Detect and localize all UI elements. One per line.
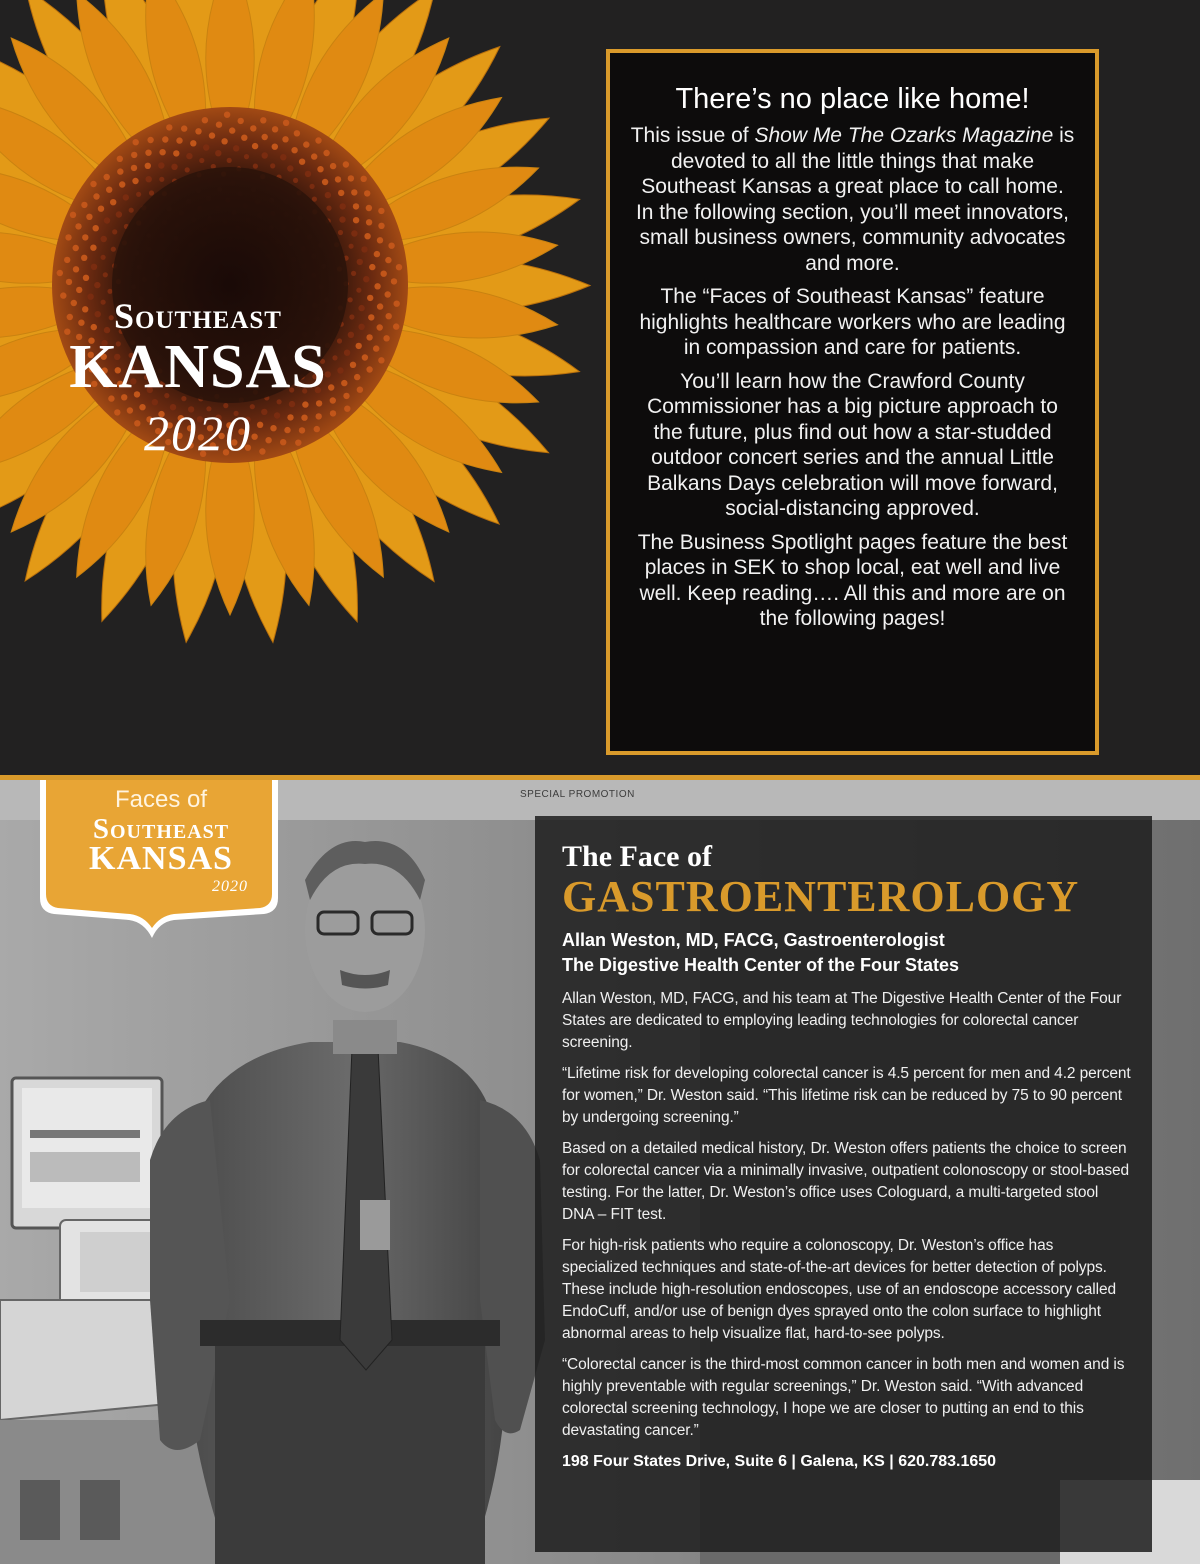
intro-heading: There’s no place like home! — [675, 83, 1030, 115]
sunflower-seed — [349, 314, 354, 319]
sunflower-seed — [117, 156, 123, 162]
cover-title — [48, 295, 348, 469]
sunflower-seed — [378, 208, 384, 214]
sunflower-seed — [158, 162, 164, 168]
sunflower-seed — [385, 257, 391, 263]
probe-holder — [80, 1480, 120, 1540]
intro-paragraph-2: The “Faces of Southeast Kansas” feature highlights healthcare workers who are leading in compassion and care for patients. — [639, 285, 1066, 359]
sunflower-seed — [202, 117, 208, 123]
sunflower-seed — [162, 136, 168, 142]
sunflower-seed — [136, 192, 141, 197]
sunflower-seed — [299, 159, 305, 165]
sunflower-seed — [116, 211, 122, 217]
magazine-title: Show Me The Ozarks Magazine — [754, 124, 1054, 147]
sunflower-seed — [377, 303, 383, 309]
sunflower-seed — [250, 125, 256, 131]
sunflower-seed — [291, 147, 297, 153]
sunflower-seed — [260, 117, 266, 123]
sunflower-seed — [350, 362, 356, 368]
sunflower-seed — [227, 158, 232, 163]
sunflower-seed — [253, 164, 258, 169]
sunflower-seed — [374, 251, 380, 257]
sunflower-seed — [73, 245, 79, 251]
sunflower-seed — [103, 272, 108, 277]
sunflower-seed — [86, 214, 92, 220]
sunflower-seed — [356, 288, 361, 293]
sunflower-seed — [224, 112, 230, 118]
sunflower-seed — [340, 203, 346, 209]
sunflower-seed — [315, 137, 321, 143]
sunflower-seed — [185, 167, 190, 172]
sunflower-seed — [272, 144, 278, 150]
sunflower-seed — [146, 176, 152, 182]
sunflower-seed — [280, 154, 286, 160]
sunflower-seed — [351, 230, 357, 236]
sunflower-seed — [364, 190, 370, 196]
sunflower-seed — [270, 163, 275, 168]
sunflower-seed — [112, 229, 117, 234]
sunflower-seed — [348, 297, 353, 302]
sunflower-seed — [181, 125, 187, 131]
sunflower-seed — [90, 245, 96, 251]
sunflower-seed — [343, 161, 349, 167]
sunflower-seed — [383, 335, 389, 341]
sunflower-seed — [101, 236, 107, 242]
badge-text — [50, 786, 272, 877]
sunflower-seed — [294, 130, 300, 136]
cover-title-line1: Southeast — [114, 296, 282, 336]
sunflower-seed — [338, 230, 343, 235]
sunflower-seed — [262, 134, 268, 140]
sunflower-seed — [361, 246, 367, 252]
clinic-name: The Digestive Health Center of the Four States — [562, 955, 960, 975]
sunflower-seed — [98, 206, 104, 212]
sunflower-seed — [339, 216, 345, 222]
sunflower-seed — [303, 141, 309, 147]
sunflower-seed — [377, 237, 383, 243]
sunflower-seed — [101, 255, 106, 260]
sunflower-seed — [310, 184, 315, 189]
sunflower-seed — [330, 163, 336, 169]
sunflower-seed — [287, 165, 293, 171]
tie-pattern — [360, 1200, 390, 1250]
sunflower-seed — [94, 282, 100, 288]
sunflower-seed — [66, 279, 72, 285]
sunflower-seed — [351, 189, 357, 195]
sunflower-seed — [64, 257, 70, 263]
article-paragraph: “Colorectal cancer is the third-most common cancer in both men and women and is highly preventable with regular screenings,” Dr. Weston said. “With advanced colorectal screening technology, I hope we are closer to putting an end to this devastating cancer.” — [562, 1356, 1125, 1439]
sunflower-seed — [381, 271, 387, 277]
sunflower-seed — [348, 332, 354, 338]
sunflower-seed — [173, 150, 179, 156]
sunflower-seed — [244, 154, 249, 159]
cover-title-line2: KANSAS — [69, 333, 327, 401]
sunflower-seed — [356, 343, 362, 349]
intro-paragraph-4: The Business Spotlight pages feature the best places in SEK to shop local, eat well and live well. Keep reading…. All this and more are on the following pages! — [637, 530, 1068, 630]
doctor-name: Allan Weston, MD, FACG, Gastroenterologist — [562, 930, 945, 950]
neck — [333, 1020, 397, 1054]
sunflower-seed — [83, 275, 89, 281]
sunflower-seed — [358, 305, 364, 311]
sunflower-seed — [131, 152, 137, 158]
sunflower-seed — [229, 127, 235, 133]
sunflower-seed — [335, 176, 341, 182]
monitor-screen — [22, 1088, 152, 1208]
sunflower-seed — [147, 137, 153, 143]
sunflower-seed — [166, 124, 172, 130]
sunflower-seed — [252, 143, 258, 149]
sunflower-seed — [357, 259, 363, 265]
sunflower-seed — [396, 264, 402, 270]
sunflower-seed — [216, 122, 222, 128]
sunflower-seed — [377, 324, 383, 330]
sunflower-seed — [73, 266, 79, 272]
sunflower-seed — [366, 334, 372, 340]
sunflower-seed — [282, 136, 288, 142]
sunflower-seed — [117, 168, 123, 174]
sunflower-petal — [206, 0, 254, 125]
sunflower-seed — [311, 153, 317, 159]
sunflower-seed — [233, 145, 239, 151]
sunflower-seed — [364, 233, 370, 239]
badge-line1: Faces of — [114, 786, 208, 813]
sunflower-seed — [353, 203, 359, 209]
sunflower-seed — [81, 202, 87, 208]
probe-holder — [20, 1480, 60, 1540]
sunflower-seed — [104, 217, 110, 223]
sunflower-seed — [325, 192, 331, 198]
badge-line3: KANSAS — [89, 840, 233, 877]
sunflower-seed — [215, 150, 221, 156]
sunflower-seed — [107, 289, 112, 294]
sunflower-seed — [70, 212, 76, 218]
screen-row — [30, 1130, 140, 1138]
sunflower-seed — [348, 175, 354, 181]
sunflower-seed — [361, 176, 367, 182]
sunflower-seed — [386, 313, 392, 319]
sunflower-seed — [91, 264, 97, 270]
sunflower-seed — [131, 165, 137, 171]
sunflower-seed — [110, 199, 116, 205]
sunflower-seed — [203, 144, 209, 150]
feature-section — [0, 780, 1200, 1564]
article-paragraph: “Lifetime risk for developing colorectal cancer is 4.5 percent for men and 4.2 percent for women,” Dr. Weston said. “This lifetime risk can be reduced by 75 to 90 percent by undergoing screening.” — [562, 1065, 1131, 1126]
sunflower-seed — [354, 374, 360, 380]
sunflower-seed — [176, 137, 182, 143]
sunflower-seed — [369, 264, 375, 270]
article-kicker: The Face of — [562, 840, 712, 873]
sunflower-seed — [322, 179, 328, 185]
badge-year: 2020 — [212, 878, 248, 895]
sunflower-seed — [272, 126, 278, 132]
sunflower-seed — [373, 345, 379, 351]
sunflower-seed — [358, 324, 364, 330]
sunflower-seed — [145, 163, 151, 169]
badge-line2: Southeast — [92, 813, 230, 845]
sunflower-seed — [119, 181, 125, 187]
sunflower-seed — [149, 190, 154, 195]
intro-box — [606, 49, 1099, 755]
sunflower-seed — [195, 128, 201, 134]
sunflower-seed — [221, 138, 227, 144]
sunflower-seed — [82, 234, 88, 240]
sunflower-seed — [378, 357, 384, 363]
sunflower-seed — [366, 219, 372, 225]
sunflower-seed — [317, 166, 323, 172]
special-promotion-label: SPECIAL PROMOTION — [520, 789, 635, 800]
sunflower-seed — [57, 270, 63, 276]
sunflower-seed — [93, 193, 99, 199]
sunflower-seed — [351, 271, 356, 276]
sunflower-seed — [104, 174, 110, 180]
sunflower-seed — [159, 177, 164, 182]
sunflower-seed — [199, 158, 204, 163]
screen-panel — [30, 1152, 140, 1182]
sunflower-seed — [326, 206, 331, 211]
intro-paragraph-3: You’ll learn how the Crawford County Commissioner has a big picture approach to the future, plus find out how a star-studded outdoor concert series and the annual Little Balkans Days celebration will move forward, social-distancing approved. — [647, 369, 1058, 520]
sunflower-seed — [393, 323, 399, 329]
article-paragraph: Based on a detailed medical history, Dr. Weston offers patients the choice to screen for colorectal cancer via a minimally invasive, outpatient colonoscopy or stool-based testing. For the latter, Dr. Weston’s office uses Cologuard, a multi-targeted stool DNA – FIT test. — [562, 1140, 1130, 1223]
trousers — [215, 1346, 485, 1564]
article-paragraph: For high-risk patients who require a colonoscopy, Dr. Weston’s office has specialized techniques and state-of-the-art devices for better detection of polyps. These include high-resolution endoscopes, use of an endoscope accessory called EndoCuff, and/or use of benign dyes sprayed onto the colon surface to highlight abnormal areas to help visualize flat, hard-to-see polyps. — [562, 1237, 1117, 1342]
sunflower-seed — [385, 291, 391, 297]
sunflower-seed — [362, 354, 368, 360]
sunflower-seed — [349, 244, 354, 249]
sunflower-seed — [262, 152, 268, 158]
article-panel — [535, 816, 1152, 1552]
article-specialty: GASTROENTEROLOGY — [562, 872, 1080, 921]
sunflower-seed — [305, 171, 311, 177]
sunflower-seed — [81, 255, 87, 261]
sunflower-seed — [283, 120, 289, 126]
sunflower-seed — [106, 187, 112, 193]
cover-title-year: 2020 — [144, 405, 252, 461]
sunflower-seed — [366, 366, 372, 372]
sunflower-seed — [241, 135, 247, 141]
sunflower-seed — [394, 301, 400, 307]
sunflower-seed — [374, 283, 380, 289]
sunflower-seed — [293, 178, 298, 183]
intro-paragraph-1: This issue of Show Me The Ozarks Magazine is devoted to all the little things that make Southeast Kansas a great place to call home. In the following section, you’ll meet innovators, small business owners, community advocates and more. — [630, 124, 1075, 275]
sunflower-seed — [76, 287, 82, 293]
sunflower-seed — [171, 164, 177, 170]
sunflower-petal — [206, 445, 254, 615]
sunflower-seed — [65, 234, 71, 240]
sunflower-seed — [323, 150, 329, 156]
sunflower-seed — [145, 150, 151, 156]
sunflower-seed — [186, 153, 192, 159]
sunflower-seed — [366, 205, 372, 211]
sunflower-seed — [190, 140, 196, 146]
article-paragraph: Allan Weston, MD, FACG, and his team at The Digestive Health Center of the Four States are dedicated to employing leading technologies for colorectal cancer screening. — [562, 990, 1122, 1051]
sunflower-seed — [132, 178, 138, 184]
sunflower-seed — [363, 276, 369, 282]
sunflower-seed — [133, 139, 139, 145]
cover-section — [0, 0, 1200, 775]
sunflower-seed — [367, 295, 373, 301]
sunflower-seed — [93, 225, 99, 231]
sunflower-seed — [75, 223, 81, 229]
sunflower-seed — [357, 387, 363, 393]
sunflower-seed — [90, 181, 96, 187]
sunflower-seed — [238, 118, 244, 124]
sunflower-seed — [123, 194, 129, 200]
sunflower-seed — [159, 149, 165, 155]
contact-line: 198 Four States Drive, Suite 6 | Galena, KS | 620.783.1650 — [562, 1453, 997, 1470]
sunflower-seed — [209, 132, 215, 138]
sunflower-seed — [391, 278, 397, 284]
sunflower-seed — [368, 314, 374, 320]
ultrasound-display — [80, 1232, 160, 1292]
sunflower-seed — [353, 217, 359, 223]
sunflower-seed — [388, 243, 394, 249]
sunflower-seed — [378, 223, 384, 229]
sunflower-seed — [111, 247, 116, 252]
sunflower-seed — [338, 190, 344, 196]
sunflower-seed — [129, 208, 134, 213]
